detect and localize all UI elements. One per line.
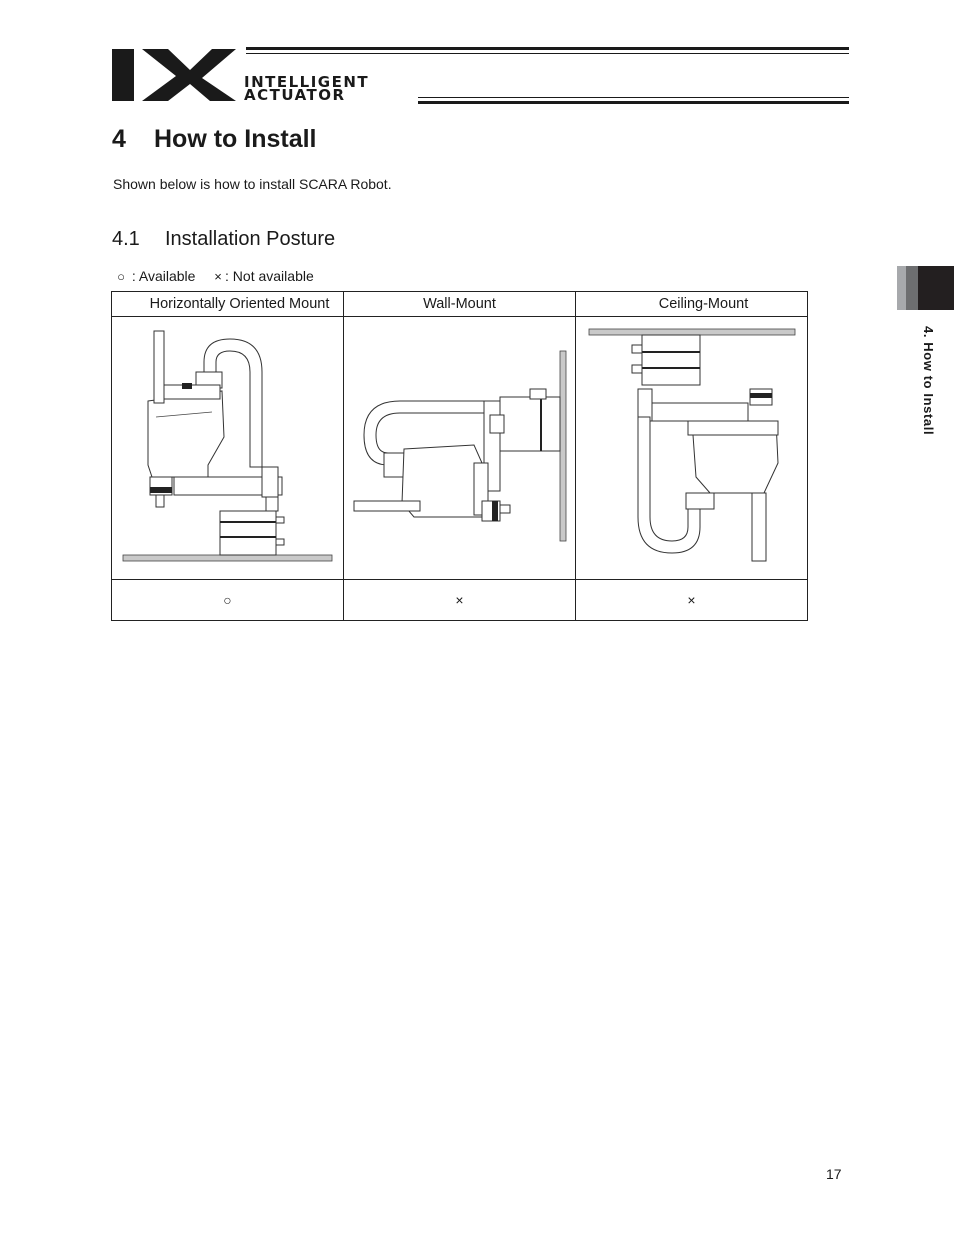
section-intro: Shown below is how to install SCARA Robot. (113, 176, 392, 192)
subsection-number: 4.1 (112, 228, 140, 250)
wall-mount-figure (344, 317, 576, 580)
subsection-title-text: Installation Posture (165, 228, 336, 250)
chapter-tab-mid (906, 266, 918, 310)
company-logo-text: INTELLIGENT ACTUATOR (244, 73, 370, 104)
company-logo-mark (112, 46, 238, 104)
not-available-symbol: × (214, 269, 222, 284)
wall-mount-result: × (344, 580, 576, 621)
table-header-row (112, 292, 808, 317)
table-result-row (112, 580, 808, 621)
column-header-horizontal: Horizontally Oriented Mount (112, 292, 344, 317)
column-header-wall: Wall-Mount (344, 292, 576, 317)
section-number: 4 (112, 125, 126, 153)
table-figure-row (112, 317, 808, 580)
ceiling-mount-result: × (576, 580, 808, 621)
chapter-tab-dark (918, 266, 954, 310)
section-title (112, 125, 317, 154)
header-rule-bottom-thick (418, 101, 849, 104)
chapter-side-label: 4. How to Install (921, 326, 936, 436)
not-available-label: : Not available (225, 268, 314, 284)
availability-legend (114, 268, 314, 284)
section-title-text: How to Install (154, 125, 317, 153)
available-label: : Available (131, 268, 196, 284)
column-header-ceiling: Ceiling-Mount (576, 292, 808, 317)
installation-posture-table (111, 291, 808, 621)
horizontal-mount-result: ○ (112, 580, 344, 621)
header-rule-bottom-thin (418, 97, 849, 98)
chapter-tab-light (897, 266, 906, 310)
header-rule-top-thick (246, 47, 849, 50)
available-symbol: ○ (117, 269, 125, 284)
subsection-title (112, 228, 335, 251)
ceiling-mount-figure (576, 317, 808, 580)
horizontal-mount-figure (112, 317, 344, 580)
page-number: 17 (826, 1166, 842, 1182)
header-rule-top-thin (246, 53, 849, 54)
